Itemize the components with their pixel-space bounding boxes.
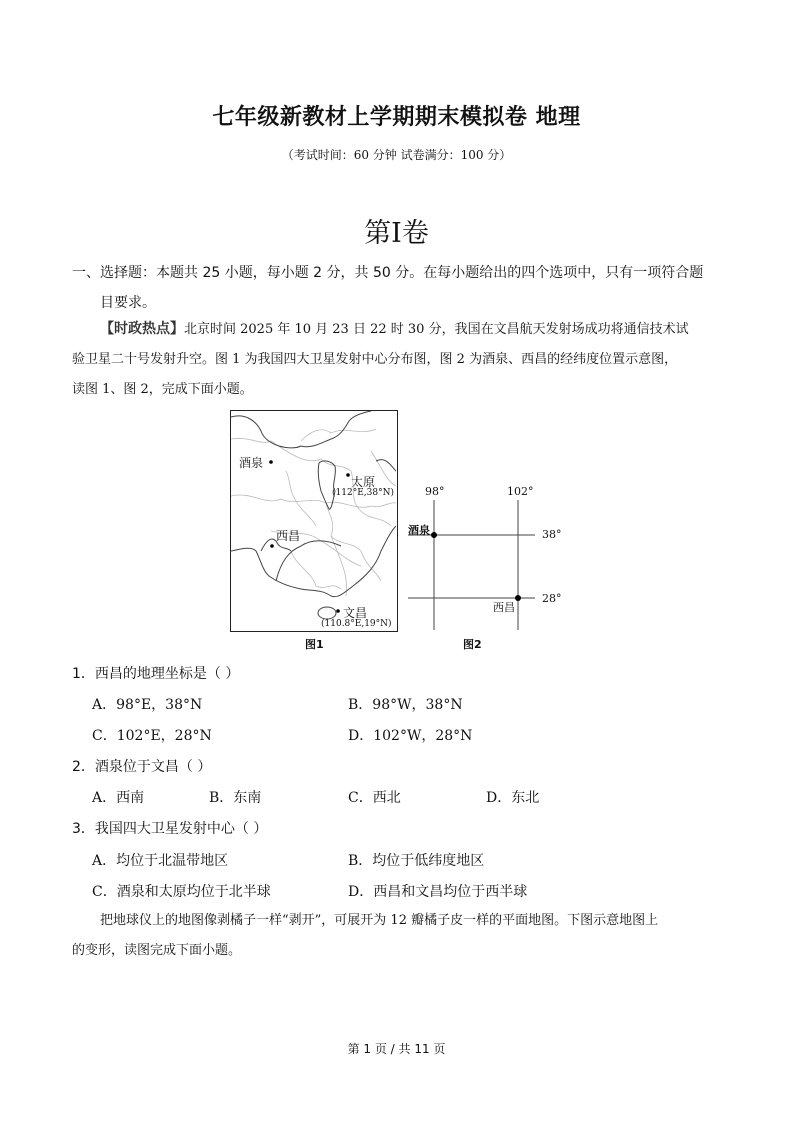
label-taiyuan: 太原 (351, 475, 376, 489)
label-wenchang-coords: (110.8°E,19°N) (321, 619, 392, 629)
q2-option-b[interactable]: B．东南 (209, 790, 262, 806)
point-label-xichang: 西昌 (493, 601, 515, 614)
q3-option-d[interactable]: D．西昌和文昌均位于西半球 (348, 884, 528, 900)
passage-2-line-1: 把地球仪上的地图像剥橘子一样“剥开”，可展开为 12 瓣橘子皮一样的平面地图。下图示意地图上 (100, 913, 659, 928)
china-map-graphic (231, 411, 396, 630)
section-instructions (72, 258, 732, 318)
parallel-label-38: 38° (542, 528, 562, 541)
q1-option-a[interactable]: A．98°E，38°N (92, 697, 203, 713)
q3-option-b[interactable]: B．均位于低纬度地区 (348, 853, 485, 869)
q1-option-b[interactable]: B．98°W，38°N (348, 697, 463, 713)
meridian-label-98: 98° (425, 485, 445, 498)
label-jiuquan: 酒泉 (239, 456, 264, 470)
figure-1-caption: 图1 (305, 638, 324, 651)
q1-option-d[interactable]: D．102°W，28°N (348, 728, 473, 744)
parallel-label-28: 28° (542, 592, 562, 605)
instruction-line-2: 目要求。 (100, 295, 156, 311)
intro-line-2: 验卫星二十号发射升空。图 1 为我国四大卫星发射中心分布图，图 2 为酒泉、西昌的经纬度位置示意图， (72, 352, 678, 367)
passage-2-line-2: 的变形，读图完成下面小题。 (72, 943, 242, 958)
intro-line-3: 读图 1、图 2，完成下面小题。 (72, 382, 253, 397)
q3-option-c[interactable]: C．酒泉和太原均位于北半球 (92, 884, 271, 900)
q2-option-d[interactable]: D．东北 (486, 790, 540, 806)
exam-info: （考试时间：60 分钟 试卷满分：100 分） (281, 148, 512, 162)
point-label-jiuquan: 酒泉 (408, 524, 430, 537)
lat-long-grid-graphic (405, 480, 575, 635)
label-xichang: 西昌 (276, 529, 301, 543)
question-1-stem: 1．西昌的地理坐标是（ ） (72, 666, 240, 682)
question-3-stem: 3．我国四大卫星发射中心（ ） (72, 821, 268, 837)
passage-2 (72, 906, 732, 966)
meridian-label-102: 102° (507, 485, 534, 498)
page-number: 第 1 页 / 共 11 页 (347, 1042, 446, 1056)
q1-option-c[interactable]: C．102°E，28°N (92, 728, 212, 744)
question-2-stem: 2．酒泉位于文昌（ ） (72, 759, 212, 775)
intro-line-1: 北京时间 2025 年 10 月 23 日 22 时 30 分，我国在文昌航天发射场成功将通信技术试 (184, 322, 689, 337)
figure-2-grid (405, 480, 575, 635)
q2-option-a[interactable]: A．西南 (92, 790, 145, 806)
instruction-line-1: 一、选择题：本题共 25 小题，每小题 2 分，共 50 分。在每小题给出的四个选项中，只有一项符合题 (72, 265, 704, 281)
hot-topic-tag: 【时政热点】 (100, 321, 184, 337)
intro-paragraph (72, 314, 732, 405)
figure-1-map (230, 410, 398, 632)
q2-option-c[interactable]: C．西北 (348, 790, 401, 806)
page-title: 七年级新教材上学期期末模拟卷 地理 (212, 105, 581, 130)
q3-option-a[interactable]: A．均位于北温带地区 (92, 853, 229, 869)
figure-2-caption: 图2 (463, 638, 482, 651)
section-title: 第Ⅰ卷 (364, 218, 429, 249)
label-taiyuan-coords: (112°E,38°N) (332, 488, 394, 498)
label-wenchang: 文昌 (343, 606, 368, 620)
